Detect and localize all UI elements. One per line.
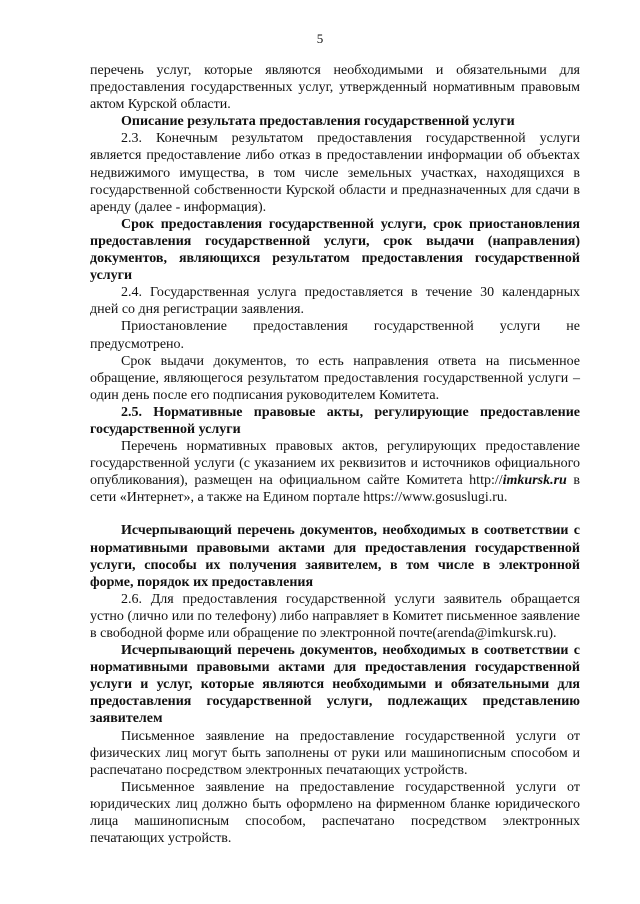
paragraph-services-list: перечень услуг, которые являются необходимыми и обязательными для предоставления государственных услуг, утвержденный нормативным правовым актом Курской области.	[90, 63, 580, 113]
paragraph-issue-term: Срок выдачи документов, то есть направления ответа на письменное обращение, являющегося результатом предоставления государственной услуги – один день после его подписания руководителем Комитета.	[90, 353, 580, 403]
heading-documents-list: Исчерпывающий перечень документов, необходимых в соответствии с нормативными правовыми актами для предоставления государственной услуги, способы их получения заявителем, в том числе в электронной форме, порядок их предоставления	[90, 523, 580, 590]
blank-line	[90, 506, 580, 522]
page-number: 5	[316, 31, 324, 46]
heading-2-5-legal-acts: 2.5. Нормативные правовые акты, регулирующие предоставление государственной услуги	[90, 404, 580, 437]
document-body	[90, 62, 580, 847]
paragraph-2-6: 2.6. Для предоставления государственной услуги заявитель обращается устно (лично или по телефону) либо направляет в Комитет письменное заявление в свободной форме или обращение по электронной почте(arenda@imkursk.ru).	[90, 591, 580, 641]
heading-result-description: Описание результата предоставления государственной услуги	[121, 114, 515, 130]
legal-acts-text-after: в сети «Интернет», а также на Едином портале https://www.gosuslugi.ru.	[90, 473, 580, 506]
paragraph-suspension: Приостановление предоставления государственной услуги не предусмотрено.	[90, 319, 580, 352]
heading-applicant-documents: Исчерпывающий перечень документов, необходимых в соответствии с нормативными правовыми актами для предоставления государственной услуги и услуг, которые являются необходимыми и обязательными для предоставления государственной услуги, подлежащих представлению заявителем	[90, 643, 580, 727]
paragraph-legal-acts-list	[90, 438, 580, 506]
paragraph-individuals-application: Письменное заявление на предоставление государственной услуги от физических лиц могут быть заполнены от руки или машинописным способом и распечатано посредством электронных печатающих устройств.	[90, 728, 580, 778]
paragraph-2-4: 2.4. Государственная услуга предоставляется в течение 30 календарных дней со дня регистрации заявления.	[90, 285, 580, 318]
heading-service-terms: Срок предоставления государственной услуги, срок приостановления предоставления государственной услуги, срок выдачи (направления) документов, являющихся результатом предоставления государственной услуги	[90, 216, 580, 284]
paragraph-legal-entities-application: Письменное заявление на предоставление государственной услуги от юридических лиц должно быть оформлено на фирменном бланке юридического лица машинописным способом, распечатано посредством электронных печатающих устройств.	[90, 779, 580, 847]
committee-site-link[interactable]: imkursk.ru	[502, 473, 567, 489]
paragraph-2-3: 2.3. Конечным результатом предоставления государственной услуги является предоставление либо отказ в предоставлении информации об объектах недвижимого имущества, в том числе земельных участках, находящихся в государственной собственности Курской области и предназначенных для сдачи в аренду (далее - информация).	[90, 131, 580, 215]
legal-acts-text-before: Перечень нормативных правовых актов, регулирующих предоставление государственной услуги (с указанием их реквизитов и источников официального опубликования), размещен на официальном сайте Комитета http://	[90, 439, 580, 489]
